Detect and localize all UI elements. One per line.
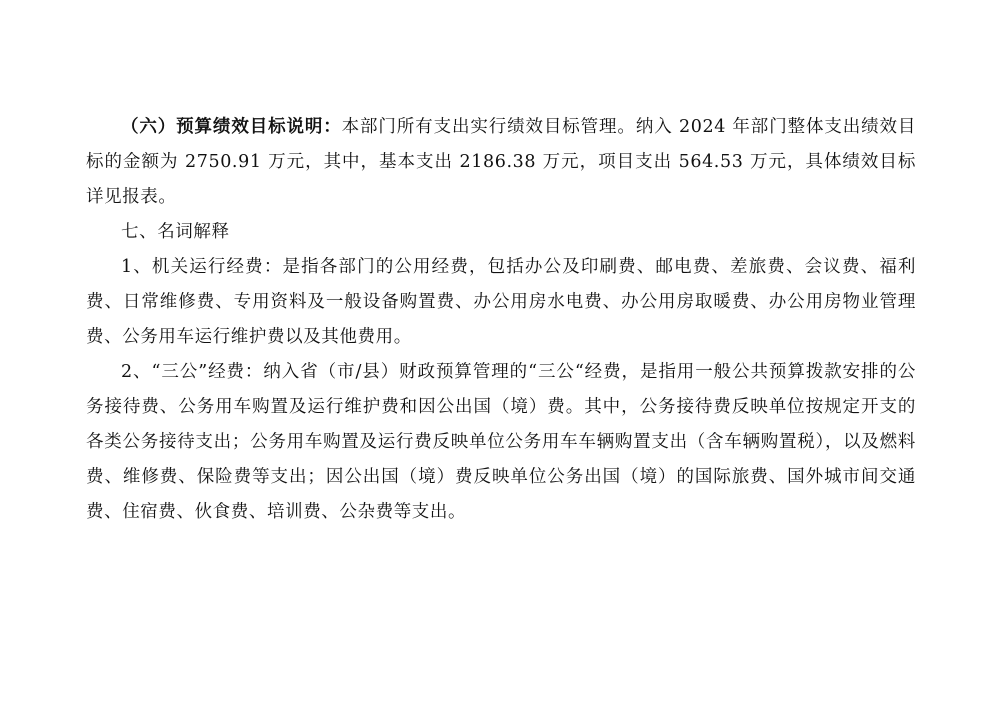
budget-performance-label: （六）预算绩效目标说明： <box>121 117 342 137</box>
glossary-item-three-public-funds: 2、“三公”经费：纳入省（市/县）财政预算管理的“三公“经费，是指用一般公共预算拨款安排的公务接待费、公务用车购置及运行维护费和因公出国（境）费。其中，公务接待费反映单位按规定开支的各类公务接待支出；公务用车购置及运行费反映单位公务用车车辆购置支出（含车辆购置税），以及燃料费、维修费、保险费等支出；因公出国（境）费反映单位公务出国（境）的国际旅费、国外城市间交通费、住宿费、伙食费、培训费、公杂费等支出。 <box>86 362 916 522</box>
budget-performance-text: 本部门所有支出实行绩效目标管理。纳入 2024 年部门整体支出绩效目标的金额为 2750.91 万元，其中，基本支出 2186.38 万元，项目支出 564.53 万元，具体绩效目标详见报表。 <box>86 117 916 207</box>
budget-performance-paragraph <box>86 110 916 215</box>
glossary-item-operating-funds: 1、机关运行经费：是指各部门的公用经费，包括办公及印刷费、邮电费、差旅费、会议费、福利费、日常维修费、专用资料及一般设备购置费、办公用房水电费、办公用房取暖费、办公用房物业管理费、公务用车运行维护费以及其他费用。 <box>86 257 916 347</box>
document-body <box>86 110 916 530</box>
glossary-heading: 七、名词解释 <box>121 222 230 242</box>
